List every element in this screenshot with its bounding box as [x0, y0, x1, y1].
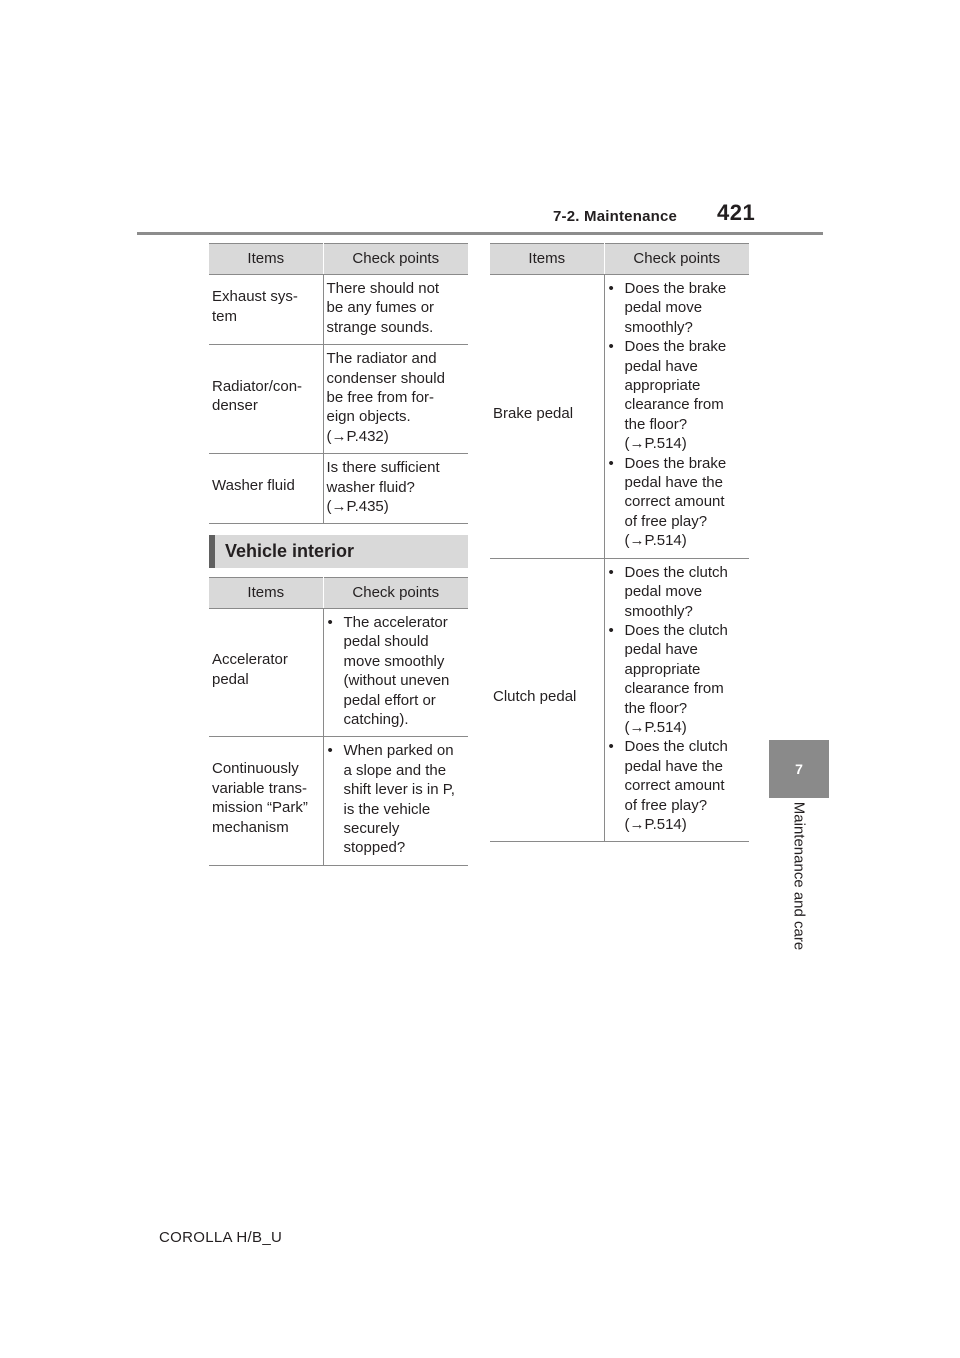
check-table-pedals [490, 243, 749, 842]
item-cell [209, 275, 323, 345]
table-header-row [209, 578, 468, 609]
check-cell [323, 609, 468, 737]
check-bullet: • When parked on a slope and the shift lever is in P, is the vehicle securely stopped? [327, 741, 465, 857]
chapter-tab [769, 740, 829, 798]
column-header-items: Items [209, 578, 323, 609]
chapter-title: Maintenance and care [790, 801, 808, 951]
check-text: There should not be any fumes or strange sounds. [326, 280, 440, 336]
table-row [490, 275, 749, 559]
check-bullet: • Does the clutch pedal have the correct amount of free play? (→P.514) [608, 737, 746, 834]
check-cell [323, 275, 468, 345]
table-row [209, 345, 468, 454]
table-row [209, 454, 468, 524]
check-list [608, 279, 746, 551]
header-divider [137, 232, 823, 235]
table-row [490, 558, 749, 842]
page-number: 421 [717, 200, 756, 225]
check-bullet: • Does the clutch pedal have appropriate clearance from the floor? (→P.514) [608, 621, 746, 737]
check-text: The radiator and condenser should be free from for- eign objects. (→P.432) [326, 350, 445, 445]
footer-model-name: COROLLA H/B_U [159, 1229, 283, 1246]
chapter-number: 7 [795, 761, 803, 777]
item-label: Continuously variable trans- mission “Park” mechanism [212, 760, 308, 836]
item-cell [490, 558, 604, 842]
item-cell [209, 737, 323, 865]
check-cell [323, 345, 468, 454]
check-table-engine [209, 243, 468, 524]
item-cell [209, 609, 323, 737]
item-cell [209, 454, 323, 524]
item-cell [209, 345, 323, 454]
check-bullet: • Does the brake pedal move smoothly? [608, 279, 746, 337]
check-table-interior [209, 577, 468, 866]
check-list [608, 563, 746, 835]
check-cell [323, 737, 468, 865]
table-row [209, 737, 468, 865]
column-header-check-points: Check points [323, 244, 468, 275]
column-header-check-points: Check points [323, 578, 468, 609]
section-title: 7-2. Maintenance [553, 208, 678, 225]
item-label: Clutch pedal [493, 688, 577, 706]
item-cell [490, 275, 604, 559]
check-bullet: • Does the brake pedal have appropriate clearance from the floor? (→P.514) [608, 337, 746, 453]
check-cell [323, 454, 468, 524]
column-header-items: Items [490, 244, 604, 275]
item-label: Accelerator pedal [212, 651, 288, 688]
check-cell [604, 275, 749, 559]
item-label: Washer fluid [212, 477, 295, 495]
check-list [327, 741, 465, 857]
check-bullet: • The accelerator pedal should move smoothly (without uneven pedal effort or catching). [327, 613, 465, 729]
check-text: Is there sufficient washer fluid? (→P.435) [326, 459, 440, 516]
table-header-row [209, 244, 468, 275]
table-header-row [490, 244, 749, 275]
item-label: Brake pedal [493, 404, 574, 422]
column-header-items: Items [209, 244, 323, 275]
section-heading-vehicle-interior: Vehicle interior [209, 535, 468, 568]
item-label: Radiator/con- denser [212, 377, 303, 415]
table-row [209, 609, 468, 737]
item-label: Exhaust sys- tem [212, 288, 298, 325]
table-row [209, 275, 468, 345]
check-list [327, 613, 465, 729]
column-header-check-points: Check points [604, 244, 749, 275]
check-bullet: • Does the brake pedal have the correct amount of free play? (→P.514) [608, 454, 746, 551]
check-bullet: • Does the clutch pedal move smoothly? [608, 563, 746, 621]
check-cell [604, 558, 749, 842]
